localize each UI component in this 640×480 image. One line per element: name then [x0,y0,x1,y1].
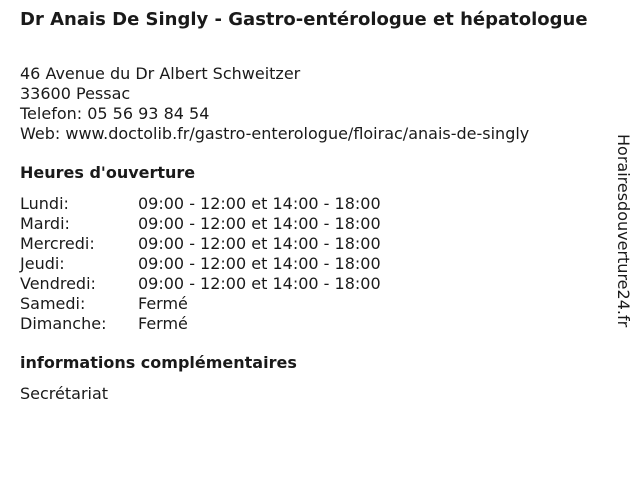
hours-time: Fermé [138,314,188,333]
hours-day: Vendredi: [20,274,96,293]
hours-day: Mercredi: [20,234,95,253]
hours-time: 09:00 - 12:00 et 14:00 - 18:00 [138,194,381,213]
opening-hours-heading: Heures d'ouverture [20,163,196,182]
additional-info-heading: informations complémentaires [20,353,297,372]
page-title: Dr Anais De Singly - Gastro-entérologue et hépatologue [20,9,588,30]
hours-time: 09:00 - 12:00 et 14:00 - 18:00 [138,234,381,253]
website-link[interactable]: Web: www.doctolib.fr/gastro-enterologue/floirac/anais-de-singly [20,124,530,143]
additional-info-text: Secrétariat [20,384,109,403]
city-postal: 33600 Pessac [20,84,131,103]
hours-day: Dimanche: [20,314,107,333]
address-block [20,64,529,144]
hours-day: Jeudi: [20,254,65,273]
site-watermark: Horairesdouverture24.fr [614,134,633,328]
street-address: 46 Avenue du Dr Albert Schweitzer [20,64,301,83]
hours-day: Samedi: [20,294,86,313]
hours-day: Mardi: [20,214,70,233]
hours-time: Fermé [138,294,188,313]
hours-time: 09:00 - 12:00 et 14:00 - 18:00 [138,274,381,293]
phone-number: Telefon: 05 56 93 84 54 [20,104,210,123]
hours-day: Lundi: [20,194,69,213]
hours-time: 09:00 - 12:00 et 14:00 - 18:00 [138,214,381,233]
hours-time: 09:00 - 12:00 et 14:00 - 18:00 [138,254,381,273]
